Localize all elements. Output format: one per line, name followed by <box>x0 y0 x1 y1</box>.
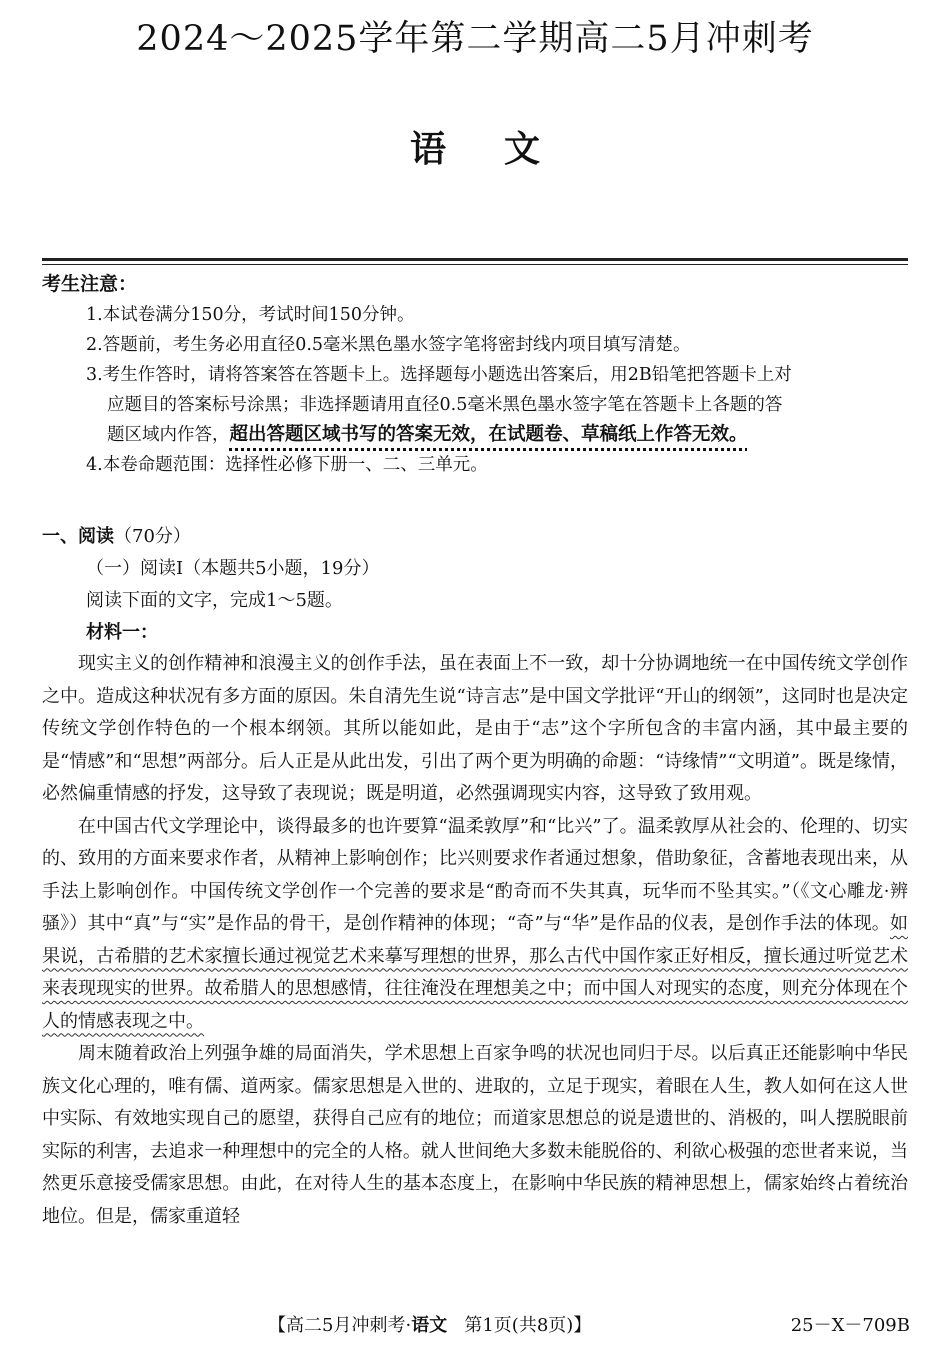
passage-paragraph-1: 现实主义的创作精神和浪漫主义的创作手法，虽在表面上不一致，却十分协调地统一在中国传统文学创作之中。造成这种状况有多方面的原因。朱自清先生说“诗言志”是中国文学批评“开山的纲领”，这同时也是决定传统文学创作特色的一个根本纲领。其所以能如此，是由于“志”这个字所包含的丰富内涵，其中最主要的是“情感”和“思想”两部分。后人正是从此出发，引出了两个更为明确的命题：“诗缘情”“文明道”。既是缘情，必然偏重情感的抒发，这导致了表现说；既是明道，必然强调现实内容，这导致了致用观。 <box>42 653 908 804</box>
footer-paper-code: 25－X－709B <box>790 1315 910 1336</box>
section-heading <box>42 522 191 552</box>
passage-paragraph-3: 周末随着政治上列强争雄的局面消失，学术思想上百家争鸣的状况也同归于尽。以后真正还能影响中华民族文化心理的，唯有儒、道两家。儒家思想是入世的、进取的，立足于现实，着眼在人生，教人如何在这人世中实际、有效地实现自己的愿望，获得自己应有的地位；而道家思想总的说是遗世的、消极的，叫人摆脱眼前实际的利害，去追求一种理想中的完全的人格。就人世间绝大多数未能脱俗的、利欲心极强的恋世者来说，当然更乐意接受儒家思想。由此，在对待人生的基本态度上，在影响中华民族的精神思想上，儒家始终占着统治地位。但是，儒家重道轻 <box>42 1043 908 1227</box>
notice-item-2: 2.答题前，考生务必用直径0.5毫米黑色墨水签字笔将密封线内项目填写清楚。 <box>86 335 691 355</box>
section-points: （70分） <box>114 526 191 547</box>
notice-item-4: 4.本卷命题范围：选择性必修下册一、二、三单元。 <box>86 455 488 475</box>
notice-emphasis: 超出答题区域书写的答案无效，在试题卷、草稿纸上作答无效。 <box>229 424 748 445</box>
notice-item-3: 3.考生作答时，请将答案答在答题卡上。选择题每小题选出答案后，用2B铅笔把答题卡上对 <box>86 365 792 385</box>
notice-list <box>86 300 916 480</box>
instruction: 阅读下面的文字，完成1～5题。 <box>86 590 343 611</box>
notice-item-3-tail: 题区域内作答， <box>107 425 230 445</box>
footer-exam: 高二5月冲刺考 <box>286 1315 406 1336</box>
notice-item-3-cont: 应题目的答案标号涂黑；非选择题请用直径0.5毫米黑色墨水签字笔在答题卡上各题的答 <box>107 395 783 415</box>
passage-paragraph-2-text: 在中国古代文学理论中，谈得最多的也许要算“温柔敦厚”和“比兴”了。温柔敦厚从社会的、伦理的、切实的、致用的方面来要求作者，从精神上影响创作；比兴则要求作者通过想象，借助象征，含蓄地表现出来，从手法上影响创作。中国传统文学创作一个完善的要求是“酌奇而不失其真，玩华而不坠其实。”（《文心雕龙·辨骚》）其中“真”与“实”是作品的骨干，是创作精神的体现；“奇”与“华”是作品的仪表，是创作手法的体现。 <box>42 815 908 934</box>
part-title: （一）阅读Ⅰ（本题共5小题，19分） <box>86 558 380 579</box>
footer-page-number: 第1页(共8页) <box>464 1315 574 1336</box>
passage <box>42 648 908 1233</box>
subject-title: 语文 <box>409 129 598 170</box>
header-divider-thin <box>42 264 908 265</box>
header-divider-thick <box>42 258 908 261</box>
footer-info: 【高二5月冲刺考·语文 第1页(共8页)】 <box>268 1315 592 1336</box>
notice-item-1: 1.本试卷满分150分，考试时间150分钟。 <box>86 305 415 325</box>
exam-title: 2024～2025学年第二学期高二5月冲刺考 <box>136 19 814 59</box>
section-title: 一、阅读 <box>42 526 114 547</box>
notice-item-3-end <box>86 420 916 450</box>
footer-subject: 语文 <box>411 1315 448 1336</box>
material-label: 材料一： <box>86 622 158 643</box>
wavy-underlined-sentence: 如果说，古希腊的艺术家擅长通过视觉艺术来摹写理想的世界，那么古代中国作家正好相反，擅长通过听觉艺术来表现现实的世界。故希腊人的思想感情，往往淹没在理想美之中；而中国人对现实的态度，则充分体现在个人的情感表现之中。 <box>42 913 908 1032</box>
passage-paragraph-2 <box>42 811 908 1039</box>
notice-heading: 考生注意： <box>42 273 138 295</box>
